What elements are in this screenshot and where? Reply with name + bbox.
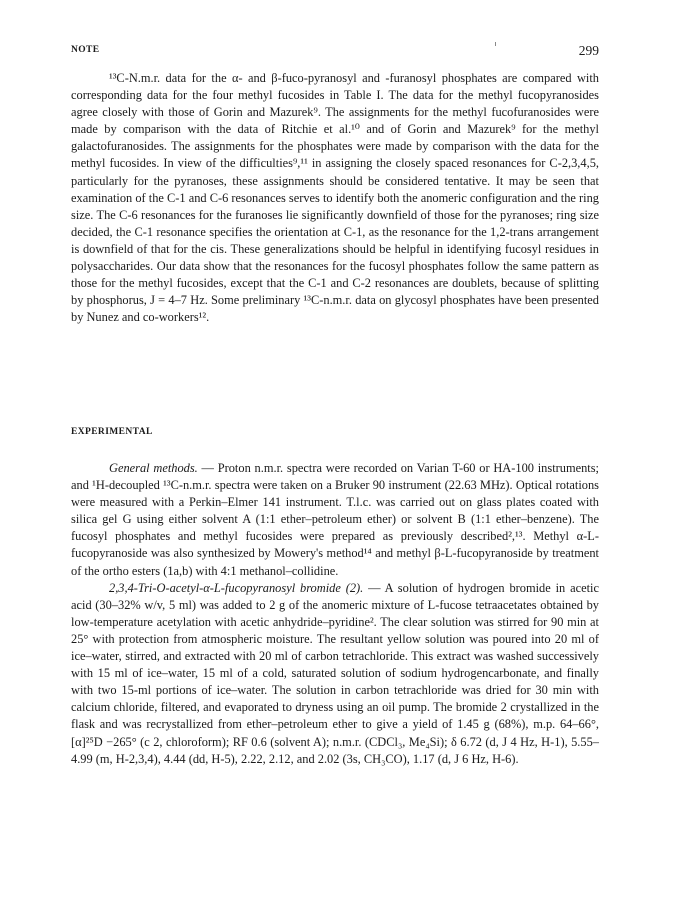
page-number: 299 [578,43,599,58]
discussion-paragraph-block [71,70,599,326]
bromide-text: — A solution of hydrogen bromide in acetic acid (30–32% w/v, 5 ml) was added to 2 g of the anomeric mixture of L-fucose tetraacetates obtained by low-temperature acetylation with acetic anhydride–pyridine². The clear solution was stirred for 90 min at 25° with protection from atmospheric moisture. The resultant yellow solution was poured into 20 ml of ice–water, stirred, and extracted with 20 ml of carbon tetrachloride. This extract was washed successively with 15 ml of ice–water, 15 ml of a cold, saturated solution of sodium hydrogencarbonate, and finally with two 15-ml portions of ice–water. The solution in carbon tetrachloride was dried for 30 min with calcium chloride, filtered, and evaporated to dryness using an oil pump. The bromide 2 crystallized in the flask and was recrystallized from ether–petroleum ether to give a yield of 1.45 g (68%), m.p. 64–66°, [α]²⁵D −265° (c 2, chloroform); RF 0.6 (solvent A); n.m.r. (CDCl₃, Me₄Si); δ 6.72 (d, J 4 Hz, H-1), 5.55–4.99 (m, H-2,3,4), 4.44 (dd, H-5), 2.22, 2.12, and 2.02 (3s, CH₃CO), 1.17 (d, J 6 Hz, H-6). [71,580,599,766]
general-methods-paragraph [71,460,599,580]
running-head [71,45,599,61]
section-label: NOTE [71,45,100,55]
experimental-body [71,460,599,768]
discussion-paragraph: ¹³C-N.m.r. data for the α- and β-fuco-pyranosyl and -furanosyl phosphates are compared with corresponding data for the four methyl fucosides in Table I. The data for the methyl fucopyranosides agree closely with those of Gorin and Mazurek⁹. The assignments for the methyl fucofuranosides were made by comparison with the data of Ritchie et al.¹⁰ and of Gorin and Mazurek⁹ for the methyl galactofuranosides. The assignments for the phosphates were made by comparison with the data for the methyl fucosides. In view of the difficulties⁹,¹¹ in assigning the closely spaced resonances for C-2,3,4,5, particularly for the pyranoses, these assignments should be considered tentative. It may be seen that examination of the C-1 and C-6 resonances serves to identify both the anomeric configuration and the ring size. The C-6 resonances for the furanoses lie significantly downfield of those for the pyranoses; ring size decided, the C-1 resonance specifies the orientation at C-1, as the resonance for the 1,2-trans arrangement is downfield of that for the cis. These generalizations should be helpful in identifying fucosyl residues in polysaccharides. Our data show that the resonances for the fucosyl phosphates follow the same pattern as those for the methyl fucosides, except that the C-1 and C-2 resonances are doublets, because of splitting by phosphorus, J = 4–7 Hz. Some preliminary ¹³C-n.m.r. data on glycosyl phosphates have been presented by Nunez and co-workers¹². [71,71,599,325]
bromide-run-in: 2,3,4-Tri-O-acetyl-α-L-fucopyranosyl bromide (2). [109,580,364,595]
print-speck [495,42,496,46]
general-methods-run-in: General methods. [109,461,198,475]
general-methods-text: — Proton n.m.r. spectra were recorded on Varian T-60 or HA-100 instruments; and ¹H-decoupled ¹³C-n.m.r. spectra were taken on a Bruker 90 instrument (22.63 MHz). Optical rotations were measured with a Perkin–Elmer 141 instrument. T.l.c. was carried out on glass plates coated with silica gel G using either solvent A (1:1 ether–petroleum ether) or solvent B (1:1 ether–benzene). The fucosyl phosphates and methyl fucosides were prepared as previously described²,¹³. Methyl α-L-fucopyranoside was also synthesized by Mowery's method¹⁴ and methyl β-L-fucopyranoside by treatment of the ortho esters (1a,b) with 4:1 methanol–collidine. [71,461,599,578]
experimental-heading: EXPERIMENTAL [71,427,153,437]
bromide-paragraph [71,580,599,768]
